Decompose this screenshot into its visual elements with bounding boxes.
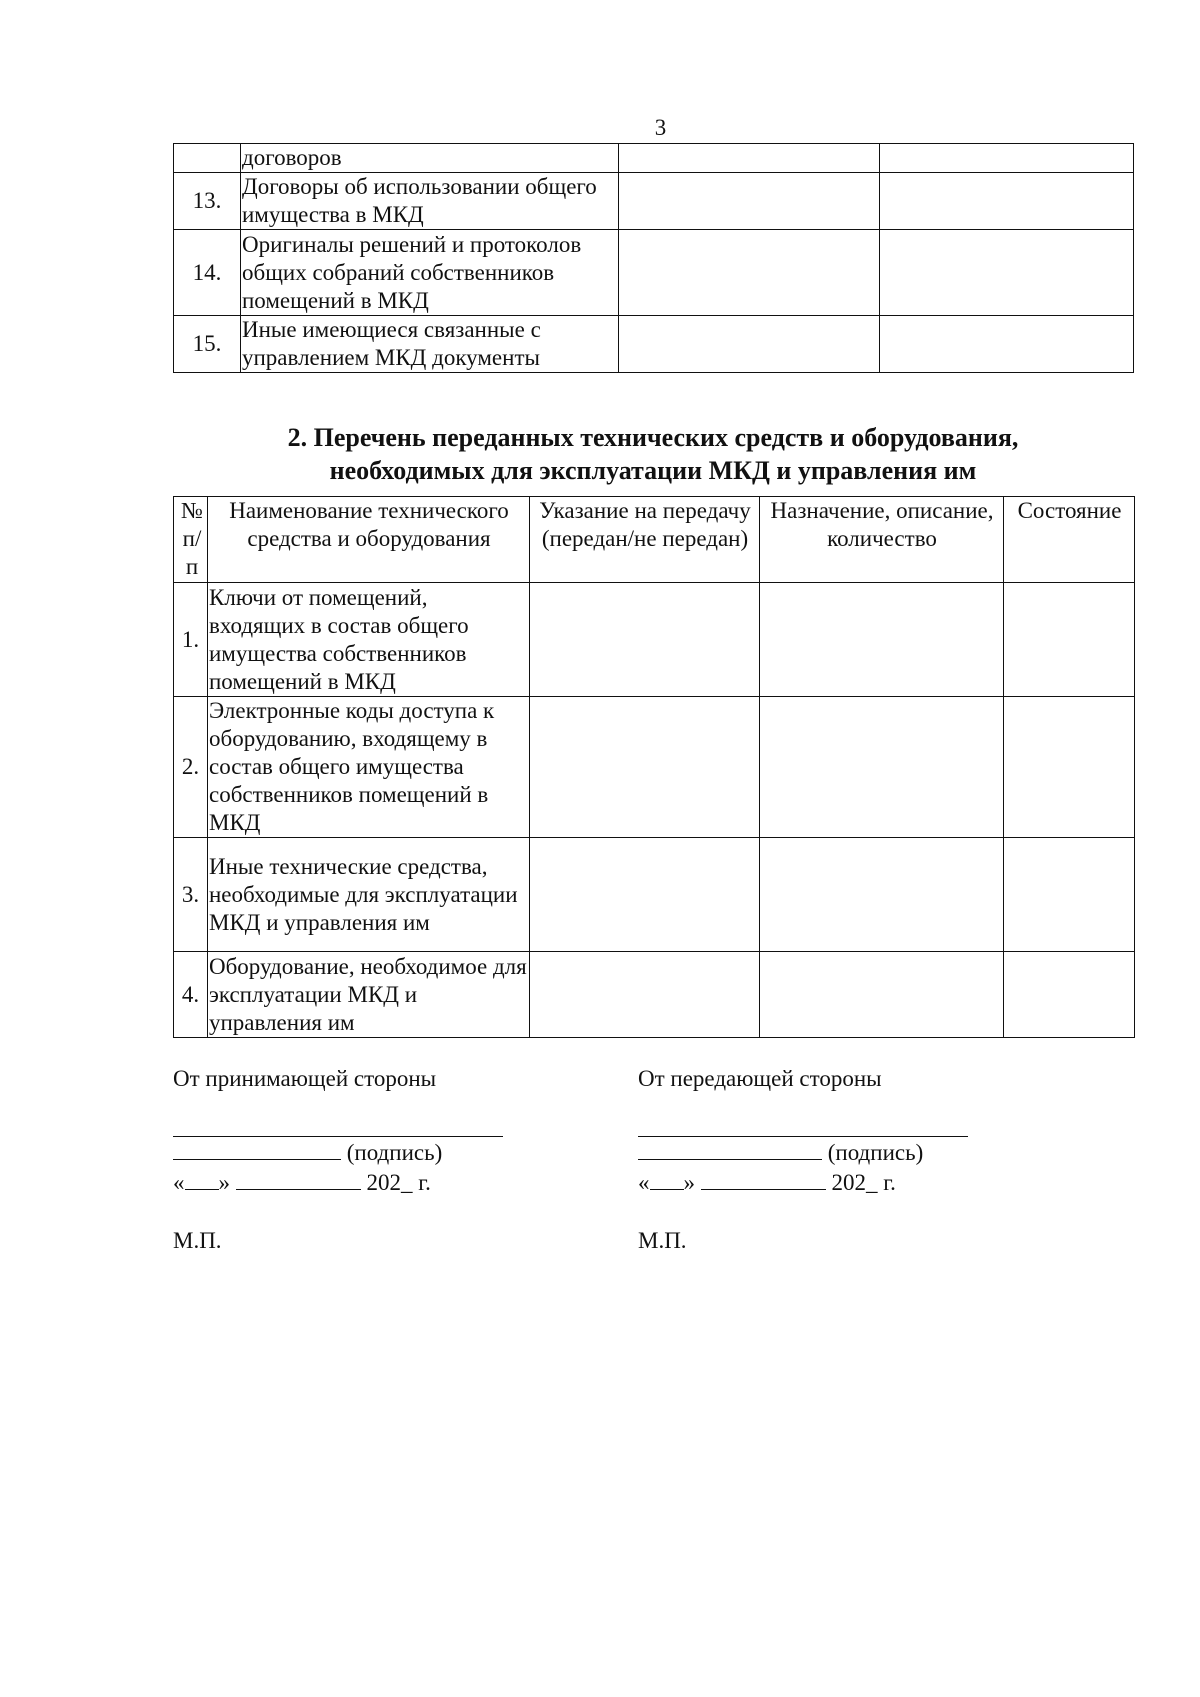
stamp-label: М.П. bbox=[638, 1228, 687, 1253]
row-number: 14. bbox=[174, 230, 241, 316]
section-title bbox=[173, 421, 1133, 487]
signature-hint: (подпись) bbox=[827, 1140, 924, 1165]
table-row bbox=[174, 952, 1135, 1038]
transferring-party-label: От передающей стороны bbox=[638, 1066, 882, 1091]
row-name: Электронные коды доступа к оборудованию, входящему в состав общего имущества собственников помещений в МКД bbox=[208, 697, 530, 838]
row-name: Иные имеющиеся связанные с управлением МКД документы bbox=[241, 316, 619, 373]
month-blank bbox=[701, 1167, 826, 1190]
row-cell bbox=[760, 838, 1004, 952]
quote-open: « bbox=[173, 1170, 185, 1195]
row-name: Оригиналы решений и протоколов общих собраний собственников помещений в МКД bbox=[241, 230, 619, 316]
row-cell bbox=[880, 144, 1134, 173]
row-name: Договоры об использовании общего имущества в МКД bbox=[241, 173, 619, 230]
row-number: 4. bbox=[174, 952, 208, 1038]
section-title-line-1: 2. Перечень переданных технических средств и оборудования, bbox=[287, 423, 1019, 452]
row-cell bbox=[880, 316, 1134, 373]
quote-close: » bbox=[218, 1170, 230, 1195]
row-cell bbox=[530, 697, 760, 838]
header-number: № п/ п bbox=[174, 497, 208, 583]
section-title-line-2: необходимых для эксплуатации МКД и управления им bbox=[329, 456, 977, 485]
transferring-party-signature bbox=[638, 1065, 968, 1255]
row-cell bbox=[619, 316, 880, 373]
table-row bbox=[174, 838, 1135, 952]
year-text: 202_ г. bbox=[831, 1170, 896, 1195]
row-number: 2. bbox=[174, 697, 208, 838]
row-name: договоров bbox=[241, 144, 619, 173]
row-cell bbox=[530, 583, 760, 697]
row-number: 1. bbox=[174, 583, 208, 697]
row-cell bbox=[1004, 697, 1135, 838]
row-cell bbox=[1004, 952, 1135, 1038]
year-text: 202_ г. bbox=[366, 1170, 431, 1195]
signature-line bbox=[173, 1112, 503, 1137]
row-name: Ключи от помещений, входящих в состав общего имущества собственников помещений в МКД bbox=[208, 583, 530, 697]
row-number bbox=[174, 144, 241, 173]
date-row bbox=[638, 1167, 968, 1197]
row-cell bbox=[530, 838, 760, 952]
row-name: Оборудование, необходимое для эксплуатации МКД и управления им bbox=[208, 952, 530, 1038]
signature-row bbox=[638, 1137, 968, 1167]
signature-blank bbox=[173, 1137, 341, 1160]
table-row bbox=[174, 144, 1134, 173]
row-cell bbox=[760, 952, 1004, 1038]
month-blank bbox=[236, 1167, 361, 1190]
receiving-party-signature bbox=[173, 1065, 503, 1255]
table-row bbox=[174, 697, 1135, 838]
signature-line bbox=[638, 1112, 968, 1137]
header-transfer: Указание на передачу (передан/не передан) bbox=[530, 497, 760, 583]
documents-table bbox=[173, 143, 1134, 373]
day-blank bbox=[650, 1167, 684, 1190]
row-cell bbox=[1004, 583, 1135, 697]
row-number: 13. bbox=[174, 173, 241, 230]
row-name: Иные технические средства, необходимые для эксплуатации МКД и управления им bbox=[208, 838, 530, 952]
row-number: 3. bbox=[174, 838, 208, 952]
day-blank bbox=[185, 1167, 219, 1190]
equipment-table bbox=[173, 496, 1135, 1038]
row-cell bbox=[880, 230, 1134, 316]
date-row bbox=[173, 1167, 503, 1197]
row-cell bbox=[619, 173, 880, 230]
table-row bbox=[174, 583, 1135, 697]
row-cell bbox=[530, 952, 760, 1038]
table-row bbox=[174, 316, 1134, 373]
quote-close: » bbox=[683, 1170, 695, 1195]
page-number: 3 bbox=[654, 115, 667, 140]
quote-open: « bbox=[638, 1170, 650, 1195]
table-row bbox=[174, 173, 1134, 230]
row-cell bbox=[1004, 838, 1135, 952]
receiving-party-label: От принимающей стороны bbox=[173, 1066, 437, 1091]
stamp-label: М.П. bbox=[173, 1228, 222, 1253]
header-purpose: Назначение, описание, количество bbox=[760, 497, 1004, 583]
table-row bbox=[174, 230, 1134, 316]
signature-blank bbox=[638, 1137, 822, 1160]
row-number: 15. bbox=[174, 316, 241, 373]
signature-row bbox=[173, 1137, 503, 1167]
signature-hint: (подпись) bbox=[346, 1140, 443, 1165]
header-name: Наименование технического средства и оборудования bbox=[208, 497, 530, 583]
row-cell bbox=[760, 583, 1004, 697]
row-cell bbox=[619, 144, 880, 173]
header-state: Состояние bbox=[1004, 497, 1135, 583]
row-cell bbox=[760, 697, 1004, 838]
table-header-row bbox=[174, 497, 1135, 583]
row-cell bbox=[880, 173, 1134, 230]
row-cell bbox=[619, 230, 880, 316]
